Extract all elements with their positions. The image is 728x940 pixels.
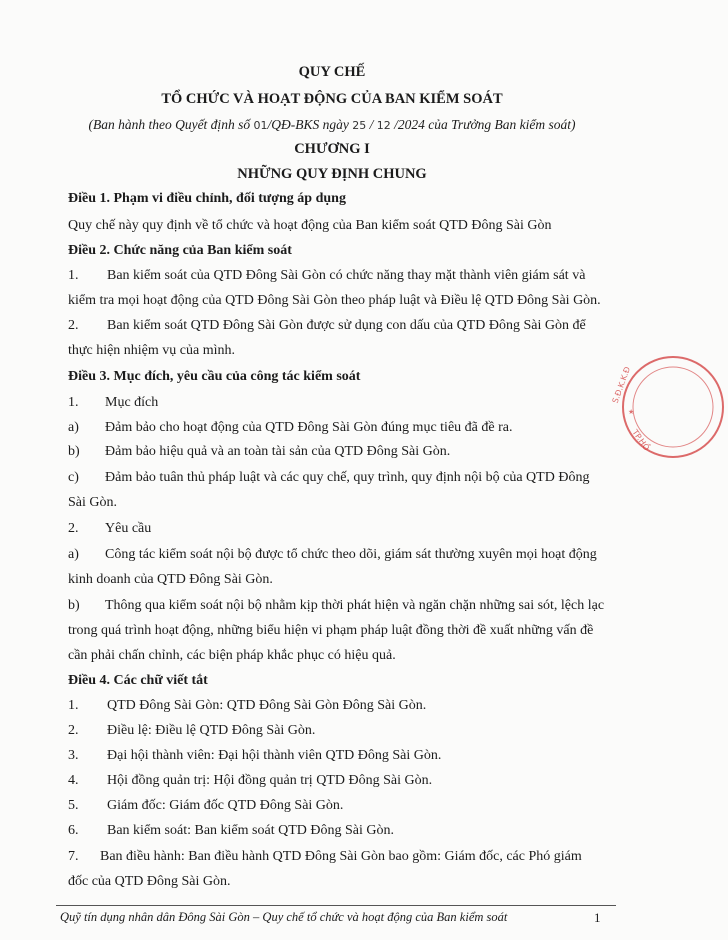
page-footer: Quỹ tín dụng nhân dân Đông Sài Gòn – Quy chế tổ chức và hoạt động của Ban kiểm soát <box>60 910 508 924</box>
chapter-label: CHƯƠNG I <box>294 141 370 157</box>
purpose-item-c-line-1: Đảm bảo tuân thủ pháp luật và các quy chế, quy trình, quy định nội bộ của QTD Đông <box>105 470 590 485</box>
doc-subtitle: (Ban hành theo Quyết định số 01/QĐ-BKS ngày 25 / 12 /2024 của Trưởng Ban kiểm soát) <box>88 117 576 132</box>
article-2-item-2-line-1: Ban kiểm soát QTD Đông Sài Gòn được sử dụng con dấu của QTD Đông Sài Gòn để <box>107 318 586 333</box>
list-number: 2. <box>68 723 79 738</box>
chapter-title: NHỮNG QUY ĐỊNH CHUNG <box>237 166 427 182</box>
abbreviation-item-7-line-1: Ban điều hành: Ban điều hành QTD Đông Sài Gòn bao gồm: Giám đốc, các Phó giám <box>100 849 582 864</box>
list-number: 1. <box>68 268 79 283</box>
article-2-item-1-line-1: Ban kiểm soát của QTD Đông Sài Gòn có chức năng thay mặt thành viên giám sát và <box>107 268 586 283</box>
article-2-item-1-line-2: kiểm tra mọi hoạt động của QTD Đông Sài Gòn theo pháp luật và Điều lệ QTD Đông Sài Gòn. <box>68 293 601 308</box>
purpose-item-b: Đảm bảo hiệu quả và an toàn tài sản của QTD Đông Sài Gòn. <box>105 444 451 459</box>
article-2-heading: Điều 2. Chức năng của Ban kiểm soát <box>68 243 292 258</box>
list-letter: b) <box>68 444 80 459</box>
footer-divider <box>56 905 616 906</box>
abbreviation-item: QTD Đông Sài Gòn: QTD Đông Sài Gòn Đông Sài Gòn. <box>107 698 427 713</box>
svg-text:S.Đ.K.K.Đ: S.Đ.K.K.Đ <box>610 365 633 405</box>
list-letter: b) <box>68 598 80 613</box>
abbreviation-item: Ban kiểm soát: Ban kiểm soát QTD Đông Sài Gòn. <box>107 823 394 838</box>
purpose-item-c-line-2: Sài Gòn. <box>68 495 117 510</box>
article-4-heading: Điều 4. Các chữ viết tắt <box>68 673 208 688</box>
decision-month: 12 <box>376 119 391 132</box>
article-3-heading: Điều 3. Mục đích, yêu cầu của công tác kiểm soát <box>68 369 361 384</box>
abbreviation-item: Điều lệ: Điều lệ QTD Đông Sài Gòn. <box>107 723 316 738</box>
list-number: 7. <box>68 849 79 864</box>
svg-text:★: ★ <box>628 408 635 416</box>
abbreviation-item: Hội đồng quản trị: Hội đồng quản trị QTD Đông Sài Gòn. <box>107 773 433 788</box>
svg-text:TP.HỒ: TP.HỒ <box>630 427 652 453</box>
article-1-text: Quy chế này quy định về tổ chức và hoạt động của Ban kiểm soát QTD Đông Sài Gòn <box>68 218 552 233</box>
list-number: 6. <box>68 823 79 838</box>
abbreviation-item: Giám đốc: Giám đốc QTD Đông Sài Gòn. <box>107 798 344 813</box>
list-number: 4. <box>68 773 79 788</box>
abbreviation-item: Đại hội thành viên: Đại hội thành viên QTD Đông Sài Gòn. <box>107 748 442 763</box>
purpose-item-a: Đảm bảo cho hoạt động của QTD Đông Sài Gòn đúng mục tiêu đã đề ra. <box>105 420 513 435</box>
list-number: 3. <box>68 748 79 763</box>
red-seal-stamp <box>610 352 728 462</box>
doc-title: QUY CHẾ <box>298 64 366 80</box>
requirement-item-b-line-1: Thông qua kiểm soát nội bộ nhằm kịp thời phát hiện và ngăn chặn những sai sót, lệch lạc <box>105 598 605 613</box>
list-letter: c) <box>68 470 79 485</box>
list-letter: a) <box>68 420 79 435</box>
section-requirement-label: Yêu cầu <box>105 521 152 536</box>
requirement-item-a-line-1: Công tác kiểm soát nội bộ được tổ chức theo dõi, giám sát thường xuyên mọi hoạt động <box>105 547 597 562</box>
requirement-item-a-line-2: kinh doanh của QTD Đông Sài Gòn. <box>68 572 273 587</box>
list-number: 2. <box>68 318 79 333</box>
abbreviation-item-7-line-2: đốc của QTD Đông Sài Gòn. <box>68 874 231 889</box>
list-letter: a) <box>68 547 79 562</box>
subtitle-part-c: /2024 của Trưởng Ban kiểm soát) <box>394 117 576 132</box>
decision-number: 01 <box>253 119 268 132</box>
list-number: 2. <box>68 521 79 536</box>
page-number: 1 <box>594 910 601 925</box>
article-1-heading: Điều 1. Phạm vi điều chỉnh, đối tượng áp dụng <box>68 191 346 206</box>
list-number: 1. <box>68 395 79 410</box>
requirement-item-b-line-2: trong quá trình hoạt động, những biểu hiện vi phạm pháp luật đồng thời đề xuất những vấn đề <box>68 623 594 638</box>
decision-day: 25 <box>352 119 367 132</box>
subtitle-part-b: /QĐ-BKS ngày <box>267 117 349 132</box>
subtitle-part-a: (Ban hành theo Quyết định số <box>88 117 251 132</box>
section-purpose-label: Mục đích <box>105 395 159 410</box>
list-number: 1. <box>68 698 79 713</box>
list-number: 5. <box>68 798 79 813</box>
article-2-item-2-line-2: thực hiện nhiệm vụ của mình. <box>68 343 235 358</box>
doc-title-2: TỔ CHỨC VÀ HOẠT ĐỘNG CỦA BAN KIỂM SOÁT <box>161 91 503 107</box>
requirement-item-b-line-3: cần phải chấn chỉnh, các biện pháp khắc phục có hiệu quả. <box>68 648 396 663</box>
